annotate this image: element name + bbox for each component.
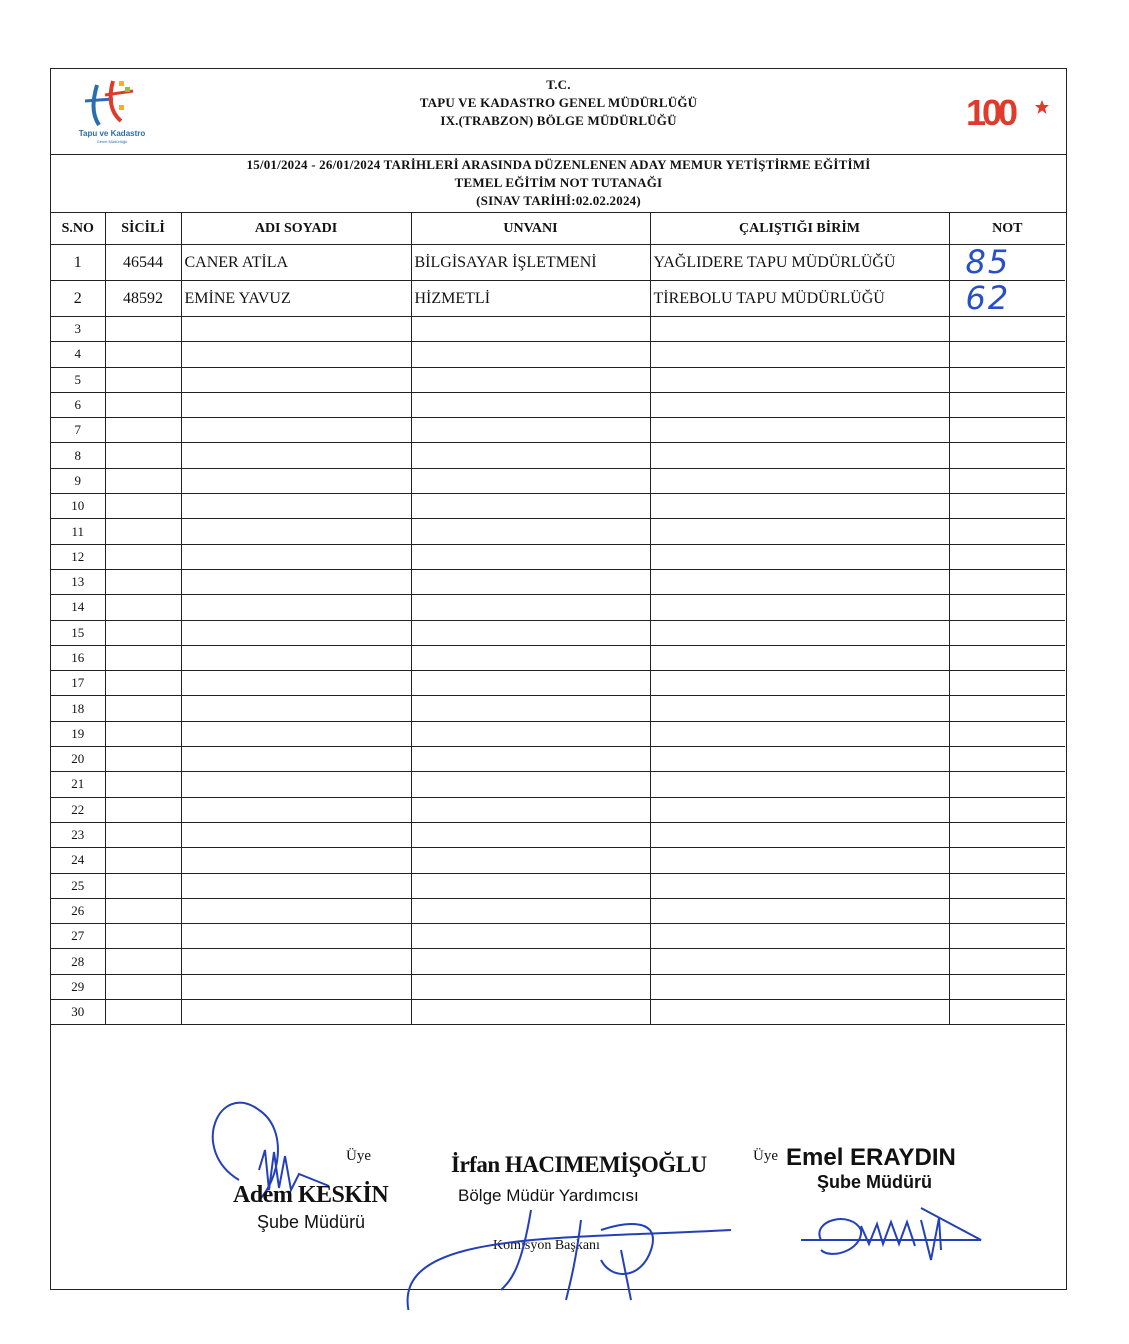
table-row bbox=[51, 848, 1065, 873]
table-row bbox=[51, 468, 1065, 493]
cell-unvan: BİLGİSAYAR İŞLETMENİ bbox=[411, 245, 650, 281]
cell-sicil bbox=[105, 468, 181, 493]
cell-sicil bbox=[105, 595, 181, 620]
table-row bbox=[51, 898, 1065, 923]
cell-not bbox=[949, 620, 1065, 645]
table-row bbox=[51, 569, 1065, 594]
cell-sno: 1 bbox=[51, 245, 105, 281]
cell-not bbox=[949, 924, 1065, 949]
cell-unvan bbox=[411, 747, 650, 772]
cell-not bbox=[949, 772, 1065, 797]
cell-name bbox=[181, 924, 411, 949]
cell-unvan bbox=[411, 317, 650, 342]
cell-name bbox=[181, 721, 411, 746]
cell-unvan bbox=[411, 924, 650, 949]
cell-sicil bbox=[105, 873, 181, 898]
cell-sno: 13 bbox=[51, 569, 105, 594]
cell-birim bbox=[650, 620, 949, 645]
cell-sno: 3 bbox=[51, 317, 105, 342]
cell-sno: 26 bbox=[51, 898, 105, 923]
cell-unvan bbox=[411, 342, 650, 367]
table-row bbox=[51, 367, 1065, 392]
cell-unvan bbox=[411, 569, 650, 594]
cell-unvan bbox=[411, 974, 650, 999]
org-line-3: IX.(TRABZON) BÖLGE MÜDÜRLÜĞÜ bbox=[440, 113, 677, 128]
cell-birim: YAĞLIDERE TAPU MÜDÜRLÜĞÜ bbox=[650, 245, 949, 281]
table-row bbox=[51, 696, 1065, 721]
cell-birim bbox=[650, 569, 949, 594]
title-block bbox=[51, 155, 1066, 213]
cell-not bbox=[949, 898, 1065, 923]
right-signature-role: Üye bbox=[753, 1148, 778, 1164]
cell-sno: 4 bbox=[51, 342, 105, 367]
cell-sno: 27 bbox=[51, 924, 105, 949]
cell-birim bbox=[650, 747, 949, 772]
cell-not bbox=[949, 949, 1065, 974]
cell-sicil: 48592 bbox=[105, 281, 181, 317]
cell-name bbox=[181, 519, 411, 544]
cell-sno: 8 bbox=[51, 443, 105, 468]
cell-not bbox=[949, 721, 1065, 746]
column-header-not: NOT bbox=[949, 213, 1065, 245]
cell-birim bbox=[650, 645, 949, 670]
cell-name bbox=[181, 974, 411, 999]
column-header-birim: ÇALIŞTIĞI BİRİM bbox=[650, 213, 949, 245]
cell-name bbox=[181, 367, 411, 392]
cell-sicil bbox=[105, 544, 181, 569]
column-header-unvan: UNVANI bbox=[411, 213, 650, 245]
right-signature-scribble bbox=[791, 1200, 991, 1280]
cell-name bbox=[181, 468, 411, 493]
cell-name bbox=[181, 949, 411, 974]
cell-unvan bbox=[411, 367, 650, 392]
cell-sicil bbox=[105, 848, 181, 873]
cell-sicil bbox=[105, 898, 181, 923]
cell-sno: 23 bbox=[51, 822, 105, 847]
centenary-logo bbox=[966, 93, 1050, 133]
cell-sno: 30 bbox=[51, 1000, 105, 1025]
cell-not bbox=[949, 696, 1065, 721]
cell-birim bbox=[650, 519, 949, 544]
cell-name bbox=[181, 696, 411, 721]
cell-birim bbox=[650, 317, 949, 342]
table-row bbox=[51, 974, 1065, 999]
cell-birim bbox=[650, 721, 949, 746]
cell-sno: 21 bbox=[51, 772, 105, 797]
cell-birim bbox=[650, 949, 949, 974]
cell-name bbox=[181, 873, 411, 898]
cell-unvan bbox=[411, 645, 650, 670]
org-line-1: T.C. bbox=[546, 77, 571, 92]
cell-birim bbox=[650, 924, 949, 949]
cell-sicil bbox=[105, 772, 181, 797]
cell-name bbox=[181, 620, 411, 645]
cell-sno: 25 bbox=[51, 873, 105, 898]
star-icon bbox=[1034, 99, 1050, 115]
cell-birim bbox=[650, 342, 949, 367]
cell-sno: 20 bbox=[51, 747, 105, 772]
cell-unvan bbox=[411, 848, 650, 873]
title-line-3: (SINAV TARİHİ:02.02.2024) bbox=[476, 193, 641, 208]
left-signature-name: Adem KESKİN bbox=[233, 1182, 389, 1208]
cell-unvan bbox=[411, 772, 650, 797]
cell-sno: 12 bbox=[51, 544, 105, 569]
cell-sno: 17 bbox=[51, 671, 105, 696]
cell-name bbox=[181, 443, 411, 468]
table-row bbox=[51, 494, 1065, 519]
cell-name: EMİNE YAVUZ bbox=[181, 281, 411, 317]
cell-unvan bbox=[411, 949, 650, 974]
cell-name bbox=[181, 645, 411, 670]
grade-table-body bbox=[51, 245, 1065, 1025]
handwritten-grade: 62 bbox=[965, 280, 1011, 317]
cell-not bbox=[949, 1000, 1065, 1025]
cell-sno: 5 bbox=[51, 367, 105, 392]
cell-sno: 10 bbox=[51, 494, 105, 519]
cell-birim bbox=[650, 367, 949, 392]
cell-sicil bbox=[105, 822, 181, 847]
table-row bbox=[51, 772, 1065, 797]
cell-not bbox=[949, 443, 1065, 468]
cell-not bbox=[949, 873, 1065, 898]
center-signature-scribble bbox=[401, 1170, 741, 1310]
table-row bbox=[51, 392, 1065, 417]
table-row bbox=[51, 747, 1065, 772]
cell-not bbox=[949, 342, 1065, 367]
cell-birim bbox=[650, 772, 949, 797]
center-signature-title: Bölge Müdür Yardımcısı bbox=[458, 1186, 639, 1205]
cell-sicil bbox=[105, 443, 181, 468]
cell-not bbox=[949, 418, 1065, 443]
table-row bbox=[51, 544, 1065, 569]
cell-name bbox=[181, 595, 411, 620]
cell-sno: 18 bbox=[51, 696, 105, 721]
cell-unvan bbox=[411, 468, 650, 493]
cell-name bbox=[181, 544, 411, 569]
cell-unvan bbox=[411, 822, 650, 847]
table-row bbox=[51, 822, 1065, 847]
cell-birim bbox=[650, 1000, 949, 1025]
table-row bbox=[51, 671, 1065, 696]
centenary-logo-text: 100 bbox=[966, 92, 1015, 133]
table-row bbox=[51, 924, 1065, 949]
cell-not bbox=[949, 317, 1065, 342]
cell-name bbox=[181, 494, 411, 519]
table-row bbox=[51, 645, 1065, 670]
cell-not bbox=[949, 468, 1065, 493]
cell-birim bbox=[650, 595, 949, 620]
cell-sno: 11 bbox=[51, 519, 105, 544]
cell-sno: 2 bbox=[51, 281, 105, 317]
title-line-2: TEMEL EĞİTİM NOT TUTANAĞI bbox=[454, 175, 663, 190]
cell-birim bbox=[650, 974, 949, 999]
cell-sno: 9 bbox=[51, 468, 105, 493]
cell-not bbox=[949, 822, 1065, 847]
cell-sno: 7 bbox=[51, 418, 105, 443]
table-row bbox=[51, 281, 1065, 317]
left-signature-title: Şube Müdürü bbox=[257, 1212, 366, 1232]
table-row bbox=[51, 1000, 1065, 1025]
cell-sicil bbox=[105, 671, 181, 696]
cell-birim bbox=[650, 822, 949, 847]
table-row bbox=[51, 443, 1065, 468]
cell-sno: 22 bbox=[51, 797, 105, 822]
document-header bbox=[51, 69, 1066, 155]
cell-not bbox=[949, 245, 1065, 281]
cell-unvan bbox=[411, 873, 650, 898]
cell-not bbox=[949, 671, 1065, 696]
cell-sicil bbox=[105, 569, 181, 594]
cell-unvan bbox=[411, 898, 650, 923]
cell-name bbox=[181, 1000, 411, 1025]
cell-not bbox=[949, 747, 1065, 772]
cell-sicil bbox=[105, 721, 181, 746]
cell-name bbox=[181, 797, 411, 822]
cell-birim bbox=[650, 848, 949, 873]
cell-unvan bbox=[411, 494, 650, 519]
left-signature-role: Üye bbox=[346, 1148, 371, 1164]
cell-sicil bbox=[105, 747, 181, 772]
document-sheet bbox=[50, 68, 1067, 1290]
cell-sicil bbox=[105, 342, 181, 367]
cell-unvan bbox=[411, 392, 650, 417]
table-row bbox=[51, 620, 1065, 645]
cell-not bbox=[949, 281, 1065, 317]
cell-sno: 28 bbox=[51, 949, 105, 974]
cell-sicil bbox=[105, 924, 181, 949]
logo-left-subtext: Genel Müdürlüğü bbox=[96, 139, 128, 144]
cell-sno: 6 bbox=[51, 392, 105, 417]
table-row bbox=[51, 797, 1065, 822]
cell-birim: TİREBOLU TAPU MÜDÜRLÜĞÜ bbox=[650, 281, 949, 317]
table-row bbox=[51, 245, 1065, 281]
cell-sicil bbox=[105, 1000, 181, 1025]
right-signature-name: Emel ERAYDIN bbox=[786, 1144, 956, 1171]
cell-sno: 19 bbox=[51, 721, 105, 746]
cell-unvan bbox=[411, 797, 650, 822]
cell-sno: 16 bbox=[51, 645, 105, 670]
cell-name bbox=[181, 569, 411, 594]
column-header-name: ADI SOYADI bbox=[181, 213, 411, 245]
cell-sicil bbox=[105, 797, 181, 822]
handwritten-grade: 85 bbox=[965, 244, 1011, 281]
center-signature-name: İrfan HACIMEMİŞOĞLU bbox=[451, 1152, 707, 1177]
cell-unvan bbox=[411, 620, 650, 645]
cell-not bbox=[949, 797, 1065, 822]
cell-unvan bbox=[411, 418, 650, 443]
cell-sno: 15 bbox=[51, 620, 105, 645]
cell-sno: 29 bbox=[51, 974, 105, 999]
cell-sicil bbox=[105, 418, 181, 443]
cell-sno: 24 bbox=[51, 848, 105, 873]
cell-birim bbox=[650, 671, 949, 696]
cell-birim bbox=[650, 797, 949, 822]
cell-birim bbox=[650, 898, 949, 923]
cell-birim bbox=[650, 494, 949, 519]
center-signature-role: Komisyon Başkanı bbox=[493, 1238, 600, 1253]
cell-not bbox=[949, 519, 1065, 544]
column-header-sicil: SİCİLİ bbox=[105, 213, 181, 245]
table-row bbox=[51, 519, 1065, 544]
cell-unvan bbox=[411, 721, 650, 746]
table-row bbox=[51, 595, 1065, 620]
cell-name bbox=[181, 898, 411, 923]
cell-name bbox=[181, 317, 411, 342]
cell-name: CANER ATİLA bbox=[181, 245, 411, 281]
cell-name bbox=[181, 747, 411, 772]
cell-sicil bbox=[105, 620, 181, 645]
table-header-row bbox=[51, 213, 1065, 245]
table-row bbox=[51, 418, 1065, 443]
cell-birim bbox=[650, 418, 949, 443]
cell-not bbox=[949, 544, 1065, 569]
cell-sno: 14 bbox=[51, 595, 105, 620]
cell-not bbox=[949, 569, 1065, 594]
cell-unvan bbox=[411, 671, 650, 696]
cell-name bbox=[181, 392, 411, 417]
table-row bbox=[51, 949, 1065, 974]
cell-birim bbox=[650, 443, 949, 468]
right-signature-title: Şube Müdürü bbox=[817, 1172, 932, 1192]
cell-not bbox=[949, 848, 1065, 873]
cell-sicil bbox=[105, 519, 181, 544]
cell-unvan bbox=[411, 595, 650, 620]
cell-name bbox=[181, 418, 411, 443]
cell-not bbox=[949, 974, 1065, 999]
org-line-2: TAPU VE KADASTRO GENEL MÜDÜRLÜĞÜ bbox=[419, 95, 698, 110]
cell-unvan bbox=[411, 519, 650, 544]
cell-not bbox=[949, 392, 1065, 417]
cell-name bbox=[181, 671, 411, 696]
table-row bbox=[51, 873, 1065, 898]
cell-unvan bbox=[411, 696, 650, 721]
cell-name bbox=[181, 822, 411, 847]
cell-sicil bbox=[105, 696, 181, 721]
signature-area bbox=[51, 1090, 1066, 1290]
cell-sicil bbox=[105, 494, 181, 519]
cell-sicil: 46544 bbox=[105, 245, 181, 281]
cell-unvan bbox=[411, 443, 650, 468]
cell-sicil bbox=[105, 317, 181, 342]
cell-birim bbox=[650, 468, 949, 493]
cell-sicil bbox=[105, 392, 181, 417]
cell-unvan bbox=[411, 544, 650, 569]
cell-not bbox=[949, 367, 1065, 392]
cell-name bbox=[181, 772, 411, 797]
cell-birim bbox=[650, 873, 949, 898]
cell-not bbox=[949, 494, 1065, 519]
cell-name bbox=[181, 848, 411, 873]
cell-birim bbox=[650, 696, 949, 721]
logo-left-text: Tapu ve Kadastro bbox=[78, 129, 146, 138]
cell-not bbox=[949, 645, 1065, 670]
column-header-sno: S.NO bbox=[51, 213, 105, 245]
table-row bbox=[51, 342, 1065, 367]
cell-birim bbox=[650, 544, 949, 569]
grade-table bbox=[51, 213, 1065, 1025]
cell-sicil bbox=[105, 645, 181, 670]
title-line-1: 15/01/2024 - 26/01/2024 TARİHLERİ ARASINDA DÜZENLENEN ADAY MEMUR YETİŞTİRME EĞİTİMİ bbox=[246, 157, 871, 172]
cell-sicil bbox=[105, 949, 181, 974]
cell-name bbox=[181, 342, 411, 367]
cell-unvan bbox=[411, 1000, 650, 1025]
cell-unvan: HİZMETLİ bbox=[411, 281, 650, 317]
table-row bbox=[51, 317, 1065, 342]
cell-birim bbox=[650, 392, 949, 417]
cell-sicil bbox=[105, 974, 181, 999]
cell-sicil bbox=[105, 367, 181, 392]
table-row bbox=[51, 721, 1065, 746]
cell-not bbox=[949, 595, 1065, 620]
